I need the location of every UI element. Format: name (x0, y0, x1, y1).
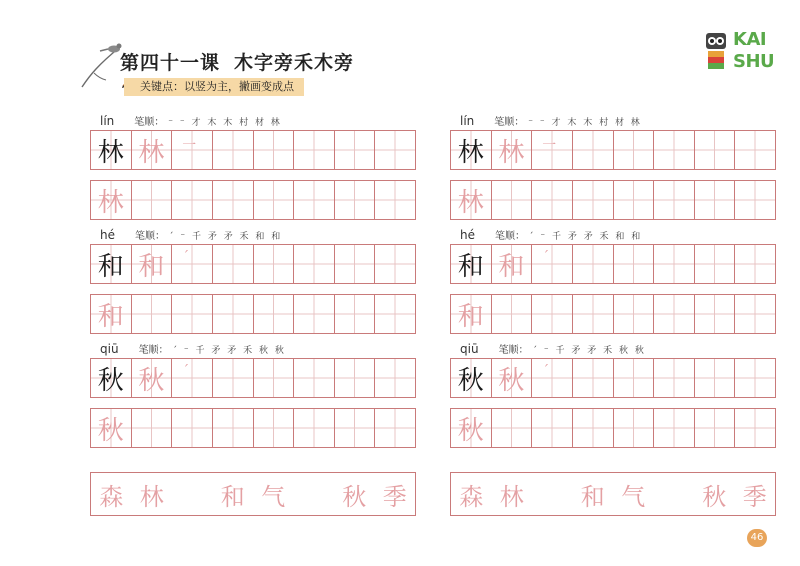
stroke-demo-cell[interactable] (172, 359, 213, 397)
trace-char[interactable]: 林 (451, 181, 492, 219)
word-char[interactable]: 林 (499, 482, 524, 511)
practice-cell[interactable] (573, 245, 614, 283)
practice-cell[interactable] (335, 245, 376, 283)
word-char[interactable]: 秋 (342, 482, 367, 511)
practice-cell[interactable] (254, 131, 295, 169)
practice-cell[interactable] (294, 409, 335, 447)
practice-cell[interactable] (172, 295, 213, 333)
stroke-order-label: 笔顺： (134, 117, 165, 128)
practice-cell[interactable] (695, 295, 736, 333)
practice-cell[interactable] (335, 131, 376, 169)
practice-cell[interactable] (172, 409, 213, 447)
word-char[interactable]: 林 (139, 482, 164, 511)
lesson-number: 第四十一课 (120, 52, 221, 74)
practice-cell[interactable] (532, 295, 573, 333)
stroke-demo-cell[interactable] (532, 245, 573, 283)
writing-row (90, 180, 416, 220)
stroke-demo-cell[interactable] (172, 245, 213, 283)
practice-cell[interactable] (375, 245, 415, 283)
practice-cell[interactable] (654, 245, 695, 283)
writing-row (90, 294, 416, 334)
practice-cell[interactable] (213, 245, 254, 283)
trace-char[interactable]: 林 (132, 131, 173, 169)
stroke-order-label: 笔顺： (135, 231, 165, 242)
first-stroke: 一 (542, 138, 557, 154)
practice-cell[interactable] (573, 359, 614, 397)
trace-char[interactable]: 和 (91, 295, 132, 333)
trace-char[interactable]: 和 (451, 295, 492, 333)
pinyin: qiū (100, 342, 119, 356)
trace-char[interactable]: 秋 (91, 409, 132, 447)
practice-cell[interactable] (573, 295, 614, 333)
practice-cell[interactable] (735, 409, 775, 447)
stroke-demo-cell[interactable] (172, 131, 213, 169)
model-char: 和 (451, 245, 492, 283)
practice-cell[interactable] (375, 131, 415, 169)
writing-row (450, 244, 776, 284)
practice-cell[interactable] (492, 181, 533, 219)
practice-cell[interactable] (132, 409, 173, 447)
pinyin: hé (100, 228, 115, 242)
first-stroke: 一 (182, 138, 197, 154)
trace-char[interactable]: 秋 (132, 359, 173, 397)
char-header-qiu (460, 341, 646, 356)
practice-cell[interactable] (695, 131, 736, 169)
word-char[interactable]: 和 (220, 482, 245, 511)
model-char: 林 (451, 131, 492, 169)
trace-char[interactable]: 和 (492, 245, 533, 283)
trace-char[interactable]: 秋 (451, 409, 492, 447)
lesson-topic: 木字旁禾木旁 (234, 52, 355, 74)
practice-cell[interactable] (614, 295, 655, 333)
first-stroke: ´ (542, 363, 550, 379)
char-header-lin (460, 113, 642, 128)
practice-cell[interactable] (735, 359, 775, 397)
practice-cell[interactable] (254, 409, 295, 447)
practice-cell[interactable] (695, 245, 736, 283)
practice-cell[interactable] (654, 131, 695, 169)
page-number: 46 (747, 529, 767, 547)
practice-cell[interactable] (254, 245, 295, 283)
writing-row (90, 244, 416, 284)
practice-cell[interactable] (695, 359, 736, 397)
practice-cell[interactable] (614, 245, 655, 283)
stroke-order: ´ ⁻ 千 矛 矛 禾 秋 秋 (532, 346, 646, 356)
stroke-order-label: 笔顺： (494, 117, 525, 128)
trace-char[interactable]: 和 (132, 245, 173, 283)
word-char[interactable]: 气 (261, 482, 286, 511)
word-practice-row (450, 472, 776, 516)
logo-text-kai: KAI (733, 29, 767, 50)
pinyin: lín (100, 114, 115, 128)
char-header-qiu (100, 341, 286, 356)
first-stroke: ´ (182, 363, 190, 379)
word-char[interactable]: 森 (99, 482, 124, 511)
practice-cell[interactable] (492, 295, 533, 333)
stroke-order: ´ ⁻ 千 矛 矛 禾 秋 秋 (172, 346, 286, 356)
logo-text-shu: SHU (733, 51, 775, 72)
writing-row (450, 358, 776, 398)
writing-row (90, 408, 416, 448)
practice-cell[interactable] (294, 295, 335, 333)
word-char[interactable]: 森 (459, 482, 484, 511)
writing-row (450, 180, 776, 220)
word-char[interactable]: 气 (621, 482, 646, 511)
trace-char[interactable]: 林 (91, 181, 132, 219)
practice-cell[interactable] (213, 409, 254, 447)
writing-row (450, 130, 776, 170)
stroke-order-label: 笔顺： (495, 231, 525, 242)
lesson-title (120, 48, 354, 75)
practice-cell[interactable] (294, 359, 335, 397)
word-practice-row (90, 472, 416, 516)
word-char[interactable]: 季 (742, 482, 767, 511)
practice-cell[interactable] (132, 181, 173, 219)
practice-cell[interactable] (375, 409, 415, 447)
stroke-order: ´ ⁻ 千 矛 矛 禾 和 和 (169, 232, 283, 242)
practice-cell[interactable] (654, 359, 695, 397)
practice-cell[interactable] (375, 359, 415, 397)
practice-cell[interactable] (213, 131, 254, 169)
practice-cell[interactable] (614, 359, 655, 397)
practice-cell[interactable] (254, 359, 295, 397)
practice-cell[interactable] (375, 181, 415, 219)
stroke-demo-cell[interactable] (532, 131, 573, 169)
practice-cell[interactable] (532, 181, 573, 219)
practice-cell[interactable] (335, 409, 376, 447)
first-stroke: ´ (182, 249, 190, 265)
practice-cell[interactable] (614, 181, 655, 219)
model-char: 秋 (451, 359, 492, 397)
practice-cell[interactable] (695, 181, 736, 219)
practice-cell[interactable] (375, 295, 415, 333)
practice-cell[interactable] (335, 181, 376, 219)
practice-cell[interactable] (573, 131, 614, 169)
practice-cell[interactable] (695, 409, 736, 447)
stroke-order-label: 笔顺： (498, 345, 529, 356)
pinyin: lín (460, 114, 475, 128)
owl-icon (703, 29, 729, 73)
practice-cell[interactable] (294, 131, 335, 169)
practice-cell[interactable] (335, 295, 376, 333)
model-char: 秋 (91, 359, 132, 397)
practice-cell[interactable] (213, 359, 254, 397)
stroke-order: ⁻ ⁻ 才 木 木 村 材 林 (528, 118, 642, 128)
practice-cell[interactable] (735, 295, 775, 333)
first-stroke: ´ (542, 249, 550, 265)
practice-cell[interactable] (614, 131, 655, 169)
stroke-demo-cell[interactable] (532, 359, 573, 397)
writing-row (90, 358, 416, 398)
practice-cell[interactable] (654, 409, 695, 447)
stroke-order: ⁻ ⁻ 才 木 木 村 材 林 (168, 118, 282, 128)
practice-cell[interactable] (735, 181, 775, 219)
stroke-order: ´ ⁻ 千 矛 矛 禾 和 和 (529, 232, 643, 242)
practice-cell[interactable] (254, 181, 295, 219)
practice-cell[interactable] (132, 295, 173, 333)
practice-cell[interactable] (213, 181, 254, 219)
char-header-he (460, 227, 642, 242)
key-point-banner: 关键点：以竖为主，撇画变成点 (124, 78, 304, 96)
model-char: 和 (91, 245, 132, 283)
practice-cell[interactable] (735, 131, 775, 169)
practice-cell[interactable] (213, 295, 254, 333)
kaishu-logo (703, 25, 783, 77)
writing-row (90, 130, 416, 170)
char-header-he (100, 227, 282, 242)
word-char[interactable]: 和 (580, 482, 605, 511)
practice-cell[interactable] (654, 295, 695, 333)
word-char[interactable]: 季 (382, 482, 407, 511)
practice-cell[interactable] (573, 181, 614, 219)
pinyin: qiū (460, 342, 479, 356)
writing-row (450, 408, 776, 448)
pinyin: hé (460, 228, 475, 242)
practice-cell[interactable] (335, 359, 376, 397)
practice-cell[interactable] (532, 409, 573, 447)
practice-cell[interactable] (172, 181, 213, 219)
char-header-lin (100, 113, 282, 128)
practice-cell[interactable] (735, 245, 775, 283)
writing-row (450, 294, 776, 334)
practice-cell[interactable] (492, 409, 533, 447)
practice-cell[interactable] (614, 409, 655, 447)
practice-cell[interactable] (654, 181, 695, 219)
word-char[interactable]: 秋 (702, 482, 727, 511)
model-char: 林 (91, 131, 132, 169)
practice-cell[interactable] (294, 245, 335, 283)
trace-char[interactable]: 秋 (492, 359, 533, 397)
trace-char[interactable]: 林 (492, 131, 533, 169)
practice-cell[interactable] (573, 409, 614, 447)
practice-cell[interactable] (254, 295, 295, 333)
stroke-order-label: 笔顺： (138, 345, 169, 356)
practice-cell[interactable] (294, 181, 335, 219)
